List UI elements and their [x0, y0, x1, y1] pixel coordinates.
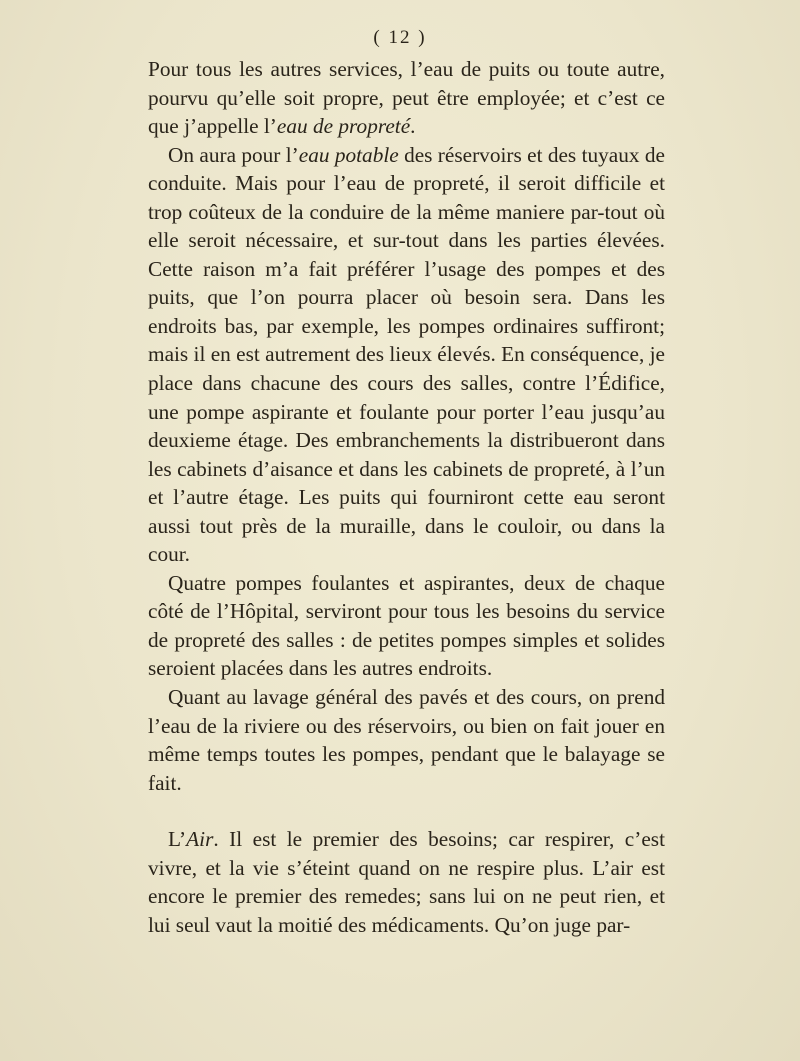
paragraph-text: On aura pour l’ — [168, 142, 299, 167]
italic-heading-air: Air — [186, 827, 214, 852]
paragraph-air — [148, 825, 665, 939]
paragraph-quatre-pompes: Quatre pompes foulantes et aspirantes, deux de chaque côté de l’Hôpital, serviront pour tous les besoins du service de propreté des salles : de petites pompes simples et solides seroient placées dans les autres endroits. — [148, 570, 665, 681]
page-number: ( 12 ) — [373, 27, 427, 48]
paragraph-text: des réservoirs et des tuyaux de conduite. Mais pour l’eau de propreté, il seroit difficile et trop coûteux de la conduire de la même maniere par-tout où elle seroit nécessaire, et sur-tout dans les parties élevées. Cette raison m’a fait préférer l’usage des pompes et des puits, que l’on pourra placer où besoin sera. Dans les endroits bas, par exemple, les pompes ordinaires suffiront; mais il en est autrement des lieux élevés. En conséquence, je place dans chacune des cours des salles, contre l’Édifice, une pompe aspirante et foulante pour porter l’eau jusqu’au deuxieme étage. Des embranchements la distribueront dans les cabinets d’aisance et dans les cabinets de propreté, à l’un et l’autre étage. Les puits qui fourniront cette eau seront aussi tout près de la muraille, dans le couloir, ou dans la cour. — [148, 142, 665, 567]
paragraph-text: . — [410, 114, 416, 139]
italic-term-eau-de-proprete: eau de propreté — [276, 114, 411, 139]
paragraph-text: L’ — [168, 827, 187, 852]
paragraph-text: Pour tous les autres services, l’eau de puits ou toute autre, pourvu qu’elle soit propre, peut être employée; et c’est ce que j’appelle l’ — [148, 57, 665, 139]
paragraph-eau-potable — [148, 141, 665, 569]
paragraph-lavage: Quant au lavage général des pavés et des cours, on prend l’eau de la riviere ou des réservoirs, ou bien on fait jouer en même temps toutes les pompes, pendant que le balayage se fait. — [148, 685, 665, 795]
italic-term-eau-potable: eau potable — [298, 142, 399, 167]
paragraph-eau-de-proprete — [148, 55, 665, 141]
body-text — [148, 55, 665, 939]
paragraph-text: . Il est le premier des besoins; car respirer, c’est vivre, et la vie s’éteint quand on ne respire plus. L’air est encore le premier des remedes; sans lui on ne peut rien, et lui seul vaut la moitié des médicaments. Qu’on juge par- — [148, 827, 665, 937]
